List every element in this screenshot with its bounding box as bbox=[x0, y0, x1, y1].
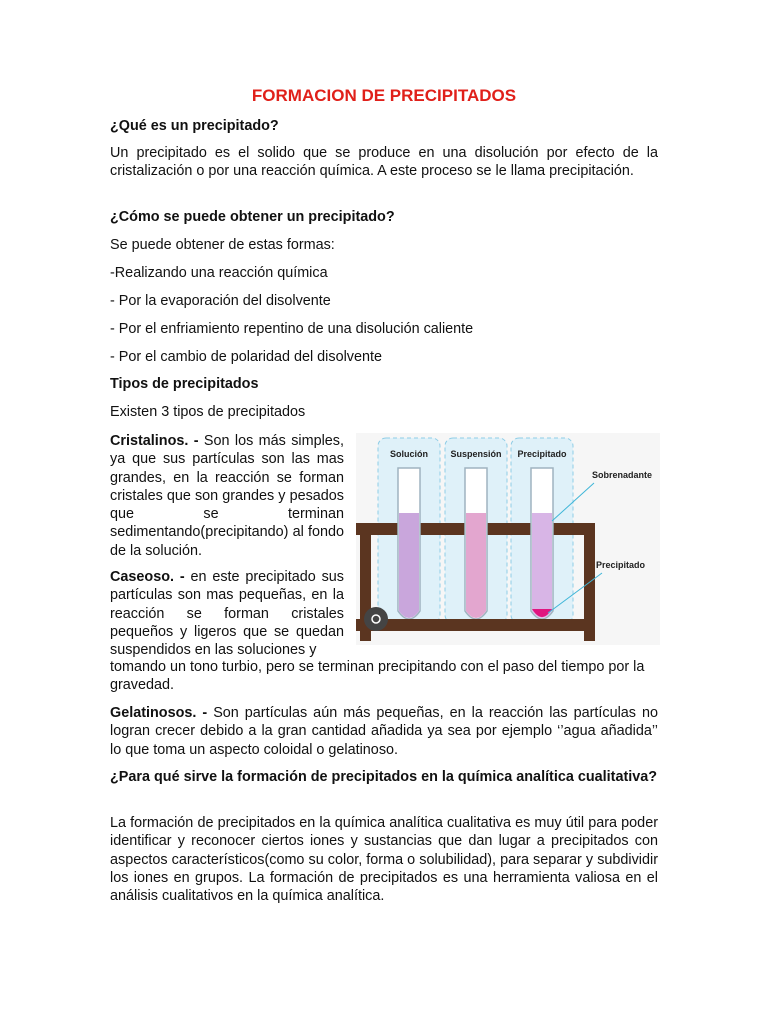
types-intro: Existen 3 tipos de precipitados bbox=[110, 404, 306, 420]
term-caseoso: Caseoso. - bbox=[110, 569, 185, 585]
tube-label-solucion: Solución bbox=[390, 449, 428, 459]
text-caseoso-part1: en este precipitado sus partículas son mas pequeñas, en la reacción se forman cristales pequeños y ligeros que se quedan suspendidos en las soluciones y bbox=[110, 569, 344, 659]
paragraph-definition: Un precipitado es el solido que se produce en una disolución por efecto de la cristalización o por una reacción química. A este proceso se le llama precipitación. bbox=[110, 145, 658, 180]
liquid-solucion bbox=[399, 513, 419, 618]
method-item: -Realizando una reacción química bbox=[110, 265, 328, 281]
label-precipitado-arrow: Precipitado bbox=[596, 560, 646, 570]
type-cristalinos bbox=[110, 432, 344, 560]
tube-label-suspension: Suspensión bbox=[450, 449, 502, 459]
term-gelatinosos: Gelatinosos. - bbox=[110, 705, 208, 721]
type-gelatinosos bbox=[110, 704, 658, 759]
text-gelatinosos: Son partículas aún más pequeñas, en la reacción las partículas no logran crecer debido a la gran cantidad añadida ya sea por ejemplo ‘’agua añadida’’ lo que toma un aspecto coloidal o gelatinoso. bbox=[110, 705, 659, 758]
lens-icon[interactable] bbox=[364, 607, 388, 631]
type-caseoso bbox=[110, 568, 344, 659]
rack-bottom-bar bbox=[356, 619, 594, 631]
liquid-precipitado bbox=[532, 513, 552, 618]
method-item: - Por el enfriamiento repentino de una disolución caliente bbox=[110, 321, 474, 337]
method-item: - Por el cambio de polaridad del disolvente bbox=[110, 349, 382, 365]
paragraph-analysis: La formación de precipitados en la química analítica cualitativa es muy útil para poder identificar y reconocer ciertos iones y sustancias que dan lugar a precipitados con aspectos característicos(como su color, forma o solubilidad), para separar y subdividir los iones en grupos. La formación de precipitados es una herramienta valiosa en el análisis cualitativos en la química analítica. bbox=[110, 815, 658, 905]
liquid-suspension bbox=[466, 513, 486, 618]
document-title: FORMACION DE PRECIPITADOS bbox=[251, 86, 517, 105]
text-caseoso-part2: tomando un tono turbio, pero se terminan precipitando con el paso del tiempo por la gravedad. bbox=[110, 659, 645, 694]
question-heading-3: ¿Para qué sirve la formación de precipitados en la química analítica cualitativa? bbox=[110, 769, 658, 785]
tube-label-precipitado: Precipitado bbox=[517, 449, 567, 459]
label-sobrenadante: Sobrenadante bbox=[592, 470, 653, 480]
question-heading-2: ¿Cómo se puede obtener un precipitado? bbox=[110, 209, 395, 225]
test-tubes-figure bbox=[356, 433, 660, 645]
text-cristalinos: Son los más simples, ya que sus partículas son las mas grandes, en la reacción se forman cristales que son grandes y pesados que se terminan sedimentando(precipitando) al fondo de la solución. bbox=[110, 433, 344, 559]
term-cristalinos: Cristalinos. - bbox=[110, 433, 199, 449]
methods-intro: Se puede obtener de estas formas: bbox=[110, 237, 335, 253]
question-heading-1: ¿Qué es un precipitado? bbox=[110, 118, 279, 134]
types-heading: Tipos de precipitados bbox=[110, 376, 259, 392]
method-item: - Por la evaporación del disolvente bbox=[110, 293, 331, 309]
